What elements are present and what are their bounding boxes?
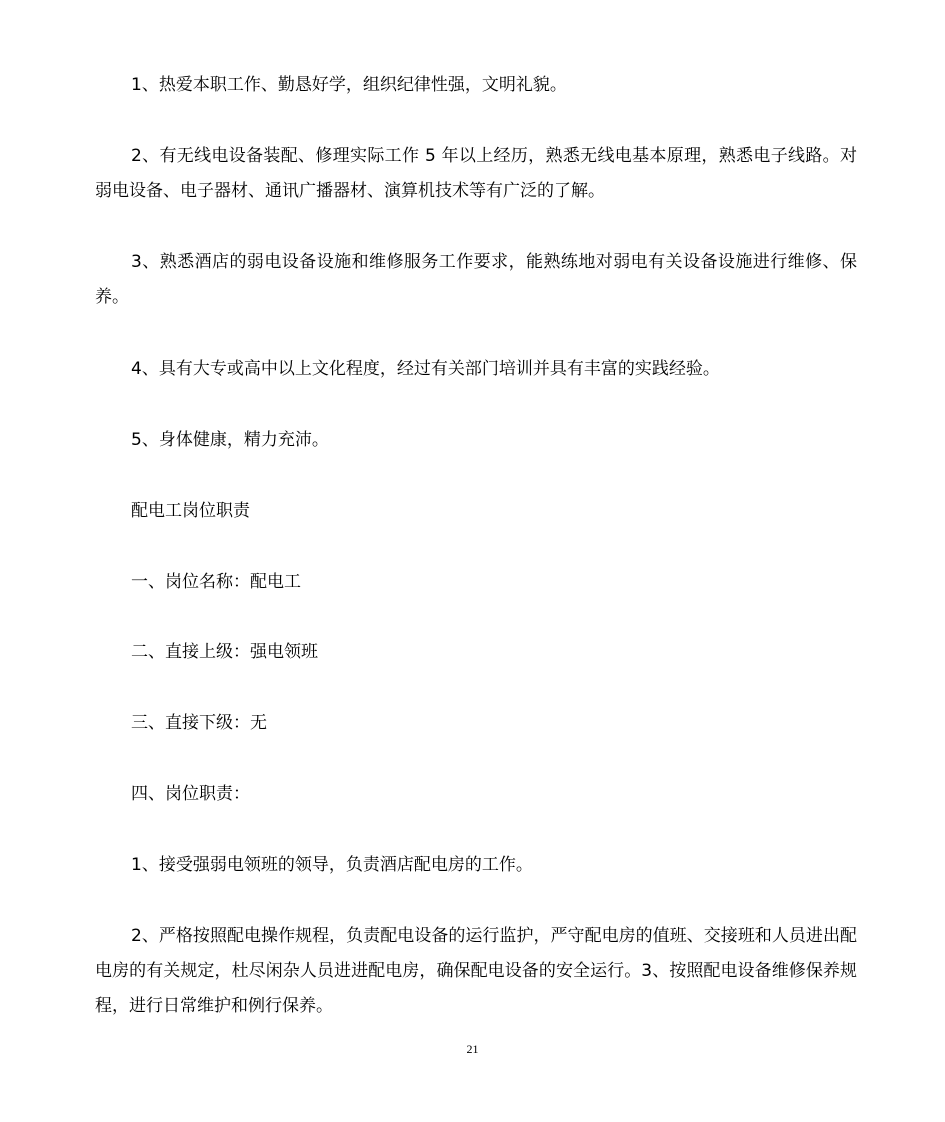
direct-superior-line: 二、直接上级：强电领班 <box>131 642 318 662</box>
section-heading: 配电工岗位职责 <box>131 501 250 521</box>
requirement-paragraph-2: 2、有无线电设备装配、修理实际工作 5 年以上经历，熟悉无线电基本原理，熟悉电子线路。对弱电设备、电子器材、通讯广播器材、演算机技术等有广泛的了解。 <box>95 146 857 201</box>
requirement-paragraph-4: 4、具有大专或高中以上文化程度，经过有关部门培训并具有丰富的实践经验。 <box>131 359 720 379</box>
duties-heading: 四、岗位职责： <box>131 784 250 804</box>
requirement-paragraph-3: 3、熟悉酒店的弱电设备设施和维修服务工作要求，能熟练地对弱电有关设备设施进行维修、保养。 <box>95 252 857 307</box>
duty-paragraph-2: 2、严格按照配电操作规程，负责配电设备的运行监护，严守配电房的值班、交接班和人员进出配电房的有关规定，杜尽闲杂人员进进配电房，确保配电设备的安全运行。3、按照配电设备维修保养规程，进行日常维护和例行保养。 <box>95 926 857 1016</box>
duty-paragraph-1: 1、接受强弱电领班的领导，负责酒店配电房的工作。 <box>131 855 533 875</box>
page-number: 21 <box>466 1042 479 1056</box>
requirement-paragraph-5: 5、身体健康，精力充沛。 <box>131 430 329 450</box>
job-title-line: 一、岗位名称：配电工 <box>131 572 301 592</box>
requirement-paragraph-1: 1、热爱本职工作、勤恳好学，组织纪律性强，文明礼貌。 <box>131 75 567 95</box>
direct-subordinate-line: 三、直接下级：无 <box>131 713 267 733</box>
